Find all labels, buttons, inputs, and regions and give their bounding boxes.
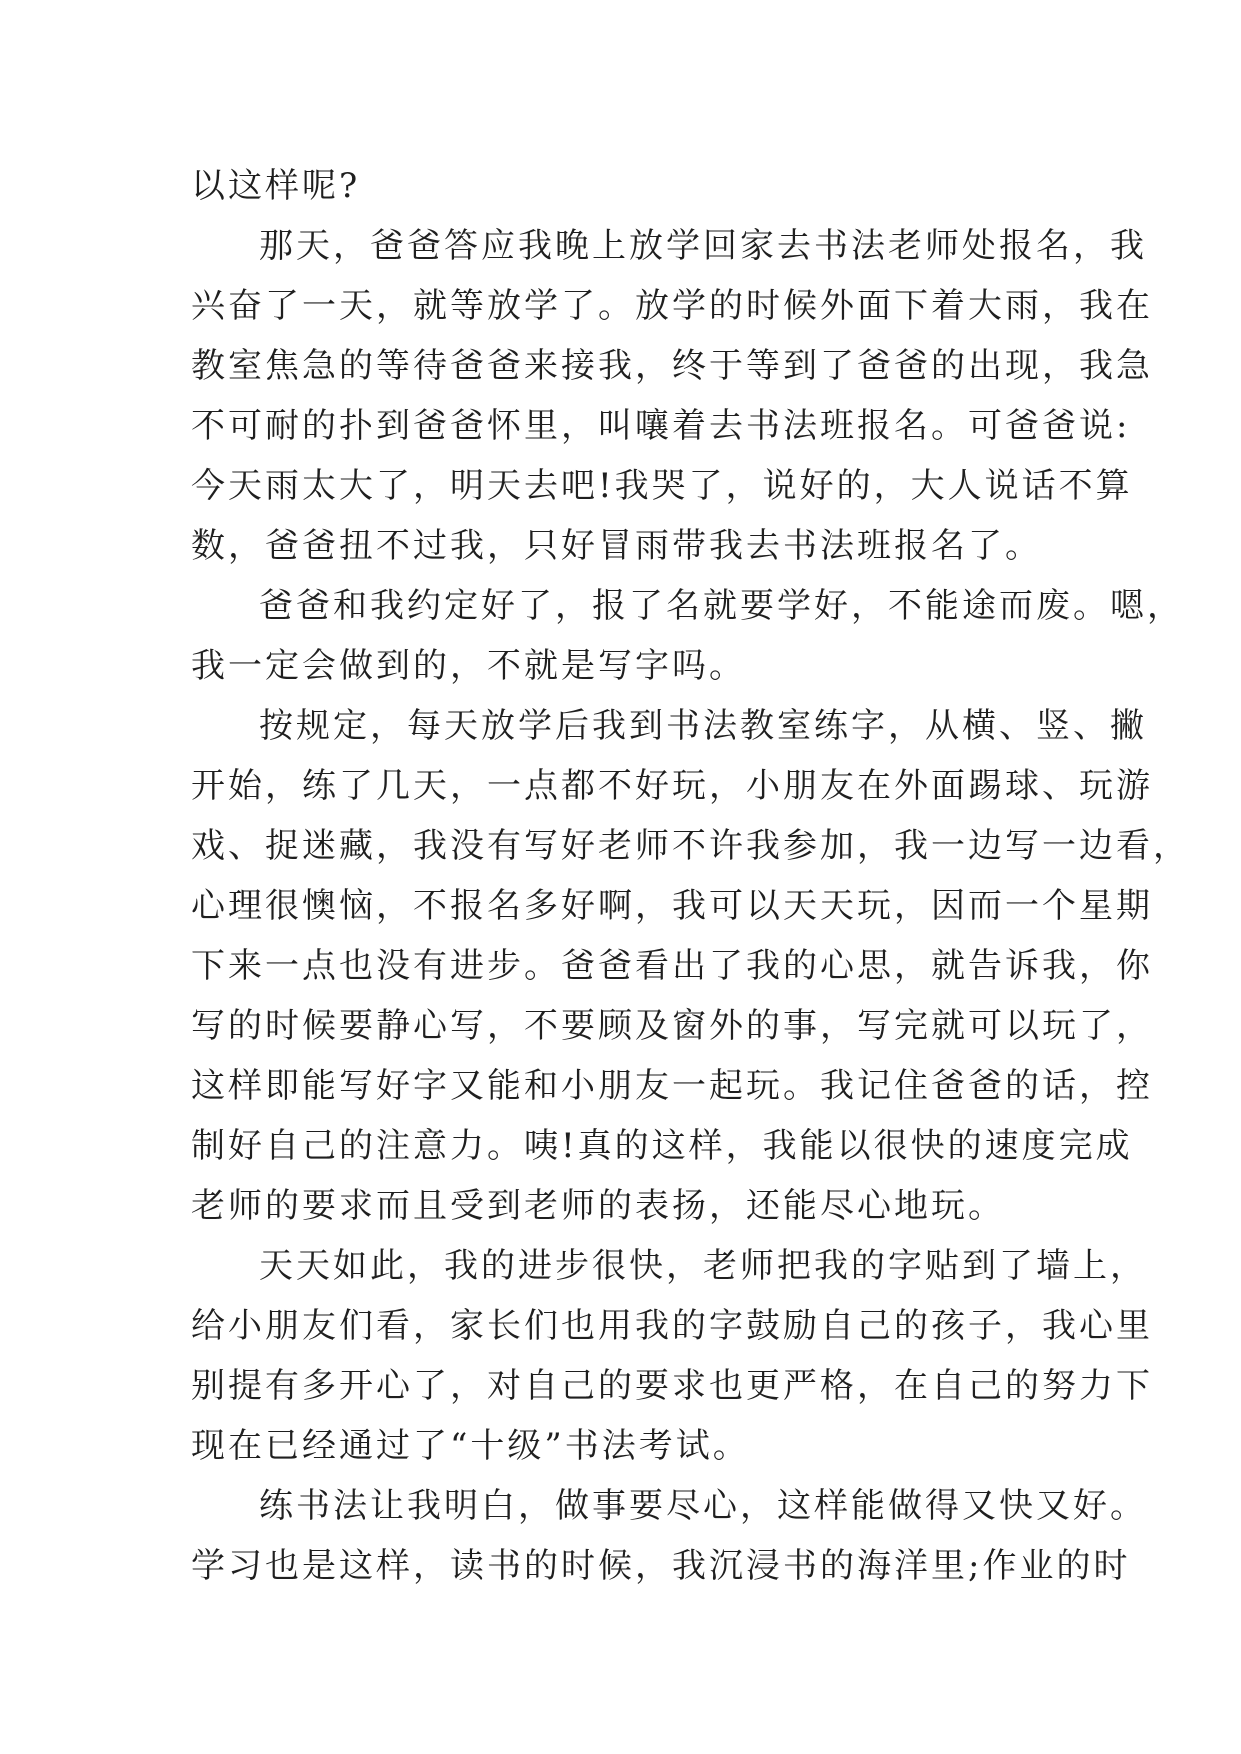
- text-line: 兴奋了一天，就等放学了。放学的时候外面下着大雨，我在: [191, 286, 1153, 326]
- text-line: 今天雨太大了，明天去吧!我哭了，说好的，大人说话不算: [191, 466, 1133, 506]
- text-line: 制好自己的注意力。咦!真的这样，我能以很快的速度完成: [191, 1126, 1133, 1166]
- text-line: 我一定会做到的，不就是写字吗。: [191, 646, 746, 686]
- text-line: 心理很懊恼，不报名多好啊，我可以天天玩，因而一个星期: [191, 886, 1153, 926]
- text-line: 以这样呢?: [191, 166, 361, 206]
- text-line: 学习也是这样，读书的时候，我沉浸书的海洋里;作业的时: [191, 1546, 1131, 1586]
- text-line: 不可耐的扑到爸爸怀里，叫嚷着去书法班报名。可爸爸说:: [191, 406, 1131, 446]
- paragraph-first-line: 天天如此，我的进步很快，老师把我的字贴到了墙上，: [259, 1246, 1147, 1286]
- text-line: 给小朋友们看，家长们也用我的字鼓励自己的孩子，我心里: [191, 1306, 1153, 1346]
- text-line: 教室焦急的等待爸爸来接我，终于等到了爸爸的出现，我急: [191, 346, 1153, 386]
- paragraph-first-line: 那天，爸爸答应我晚上放学回家去书法老师处报名，我: [259, 226, 1147, 266]
- text-line: 开始，练了几天，一点都不好玩，小朋友在外面踢球、玩游: [191, 766, 1153, 806]
- text-line: 写的时候要静心写，不要顾及窗外的事，写完就可以玩了，: [191, 1006, 1153, 1046]
- text-line: 这样即能写好字又能和小朋友一起玩。我记住爸爸的话，控: [191, 1066, 1153, 1106]
- text-line: 下来一点也没有进步。爸爸看出了我的心思，就告诉我，你: [191, 946, 1153, 986]
- document-body: [191, 156, 1190, 1596]
- text-line: 别提有多开心了，对自己的要求也更严格，在自己的努力下: [191, 1366, 1153, 1406]
- text-line: 戏、捉迷藏，我没有写好老师不许我参加，我一边写一边看，: [191, 826, 1190, 866]
- text-line: 数，爸爸扭不过我，只好冒雨带我去书法班报名了。: [191, 526, 1042, 566]
- text-line: 老师的要求而且受到老师的表扬，还能尽心地玩。: [191, 1186, 1005, 1226]
- text-line: 现在已经通过了“十级”书法考试。: [191, 1426, 750, 1466]
- paragraph-first-line: 按规定，每天放学后我到书法教室练字，从横、竖、撇: [259, 706, 1147, 746]
- paragraph-first-line: 爸爸和我约定好了，报了名就要学好，不能途而废。嗯，: [259, 586, 1184, 626]
- paragraph-first-line: 练书法让我明白，做事要尽心，这样能做得又快又好。: [259, 1486, 1147, 1526]
